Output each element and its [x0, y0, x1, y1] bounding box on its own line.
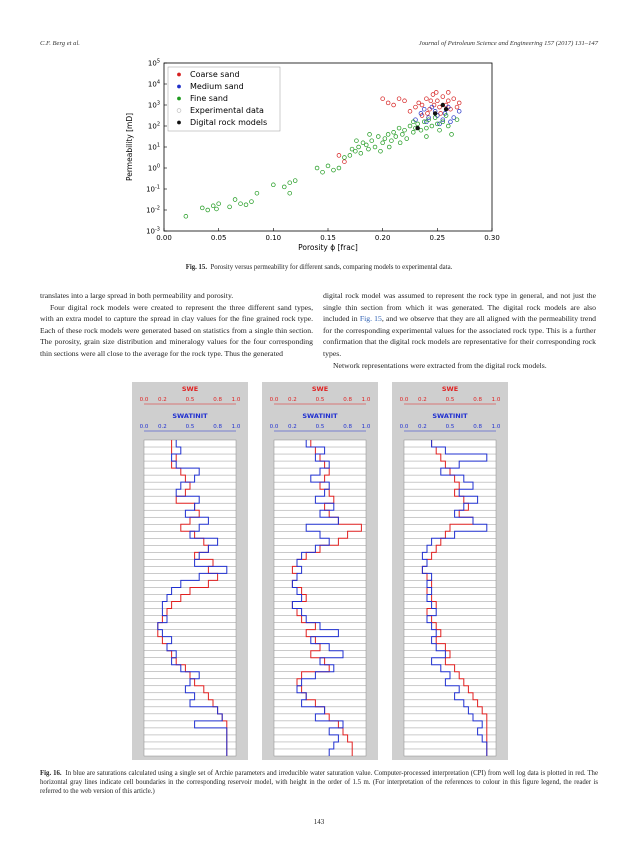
swe-tick-label: 0.8 — [213, 397, 222, 403]
data-point — [444, 107, 448, 111]
fig16-caption-text: In blue are saturations calculated using a single set of Archie parameters and irreducible water saturation value. Computer-processed interpretation (CPI) from well log data is plotted in red. The horizontal gray lines indicate cell boundaries in the corresponding reservoir model, with height in the order of 1.5 m. (For interpretation of the references to colour in this figure legend, the reader is referred to the web version of this article.) — [40, 770, 598, 795]
y-tick-label: $10^{-2}$ — [146, 205, 160, 215]
swe-tick-label: 0.5 — [315, 397, 325, 403]
running-header-journal: Journal of Petroleum Science and Engineering 157 (2017) 131–147 — [418, 40, 598, 47]
data-point — [441, 103, 445, 107]
swatinit-tick-label: 0.0 — [399, 424, 409, 430]
swatinit-tick-label: 0.2 — [288, 424, 297, 430]
text-column-right — [323, 290, 596, 371]
paragraph-models-representative — [323, 290, 596, 360]
chart-legend — [168, 67, 280, 131]
paragraph-continuation: translates into a large spread in both permeability and porosity. — [40, 291, 234, 300]
legend-entry: Coarse sand — [190, 70, 240, 79]
swatinit-tick-label: 0.8 — [213, 424, 222, 430]
swatinit-tick-label: 0.8 — [473, 424, 482, 430]
page-number: 143 — [313, 818, 325, 826]
y-tick-label: $10^3$ — [147, 100, 160, 110]
swatinit-tick-label: 0.0 — [139, 424, 149, 430]
text-column-left — [40, 290, 313, 360]
swatinit-tick-label: 0.8 — [343, 424, 352, 430]
swatinit-tick-label: 1.0 — [231, 424, 241, 430]
legend-marker — [177, 121, 181, 125]
y-axis-label: Permeability [mD] — [125, 112, 134, 182]
x-tick-label: 0.00 — [156, 234, 172, 242]
legend-entry: Medium sand — [190, 82, 244, 91]
fig15-caption — [0, 263, 638, 272]
swatinit-axis-title: SWATINIT — [432, 412, 468, 420]
swatinit-tick-label: 0.5 — [315, 424, 325, 430]
x-tick-label: 0.20 — [374, 234, 391, 242]
swatinit-tick-label: 0.0 — [269, 424, 279, 430]
legend-entry: Digital rock models — [190, 118, 268, 127]
paragraph-text-a: digital rock model was assumed to represent the rock type in general, and not just the single thin section from which it was generated. The digital rock models are also included in — [323, 291, 596, 324]
swatinit-tick-label: 0.2 — [418, 424, 427, 430]
x-tick-label: 0.25 — [429, 234, 446, 242]
fig16-caption — [40, 769, 598, 796]
x-tick-label: 0.10 — [265, 234, 282, 242]
fig15-reference-link[interactable]: Fig. 15 — [359, 314, 382, 324]
saturation-panel — [392, 382, 508, 760]
fig16-label: Fig. 16. — [40, 770, 62, 777]
running-header-authors: C.F. Berg et al. — [40, 40, 80, 47]
swe-tick-label: 1.0 — [491, 397, 501, 403]
swe-axis-title: SWE — [311, 385, 329, 393]
swatinit-axis-title: SWATINIT — [302, 412, 338, 420]
saturation-log-panels — [132, 382, 508, 762]
swe-tick-label: 0.8 — [473, 397, 482, 403]
swatinit-axis-title: SWATINIT — [172, 412, 208, 420]
paragraph-text-b: , and we observe that they are all aligned with the permeability trend for the corresponding experimental values for the associated rock type. This is a further confirmation that the digital rock models are representative for their corresponding rock types. — [323, 314, 597, 358]
swe-tick-label: 0.5 — [445, 397, 455, 403]
data-point — [415, 126, 419, 130]
swe-tick-label: 0.2 — [418, 397, 427, 403]
y-tick-label: $10^5$ — [147, 58, 160, 68]
swe-tick-label: 1.0 — [361, 397, 371, 403]
swe-tick-label: 0.5 — [185, 397, 195, 403]
fig15-caption-text: Porosity versus permeability for different sands, comparing models to experimental data. — [210, 264, 453, 271]
x-tick-label: 0.15 — [320, 234, 336, 242]
swe-tick-label: 0.0 — [399, 397, 409, 403]
x-tick-label: 0.05 — [210, 234, 227, 242]
y-tick-label: $10^0$ — [147, 163, 160, 173]
x-axis-label: Porosity ϕ [frac] — [298, 243, 358, 252]
y-tick-label: $10^{-1}$ — [146, 184, 160, 194]
swe-tick-label: 1.0 — [231, 397, 241, 403]
swatinit-tick-label: 0.2 — [158, 424, 167, 430]
swatinit-tick-label: 0.5 — [185, 424, 195, 430]
saturation-panel — [262, 382, 378, 760]
swe-tick-label: 0.0 — [139, 397, 149, 403]
swatinit-tick-label: 1.0 — [491, 424, 501, 430]
porosity-permeability-scatter-chart — [120, 55, 510, 260]
y-tick-label: $10^1$ — [147, 142, 160, 152]
legend-marker — [177, 97, 181, 101]
fig15-label: Fig. 15. — [185, 264, 208, 271]
legend-marker — [177, 85, 181, 89]
swe-axis-title: SWE — [181, 385, 199, 393]
swatinit-tick-label: 1.0 — [361, 424, 371, 430]
legend-marker — [177, 73, 181, 77]
saturation-panel — [132, 382, 248, 760]
swe-tick-label: 0.2 — [158, 397, 167, 403]
paragraph-network-extraction: Network representations were extracted from the digital rock models. — [333, 360, 547, 370]
swatinit-tick-label: 0.5 — [445, 424, 455, 430]
data-point — [433, 111, 437, 115]
legend-entry: Experimental data — [190, 106, 264, 115]
y-tick-label: $10^{-3}$ — [146, 226, 160, 236]
y-tick-label: $10^2$ — [147, 121, 160, 131]
swe-tick-label: 0.2 — [288, 397, 297, 403]
legend-entry: Fine sand — [190, 94, 228, 103]
swe-tick-label: 0.8 — [343, 397, 352, 403]
swe-tick-label: 0.0 — [269, 397, 279, 403]
y-tick-label: $10^4$ — [147, 79, 160, 89]
paragraph-digital-models: Four digital rock models were created to represent the three different sand types, with an extra model to capture the spread in clay values for the fine grained rock type. Each of these rock models were generated based on statistics from a single thin section. The porosity, grain size distribution and mineralogy values for the four corresponding thin sections were all close to the average for the rock type. Thus the generated — [40, 302, 313, 358]
swe-axis-title: SWE — [441, 385, 459, 393]
x-tick-label: 0.30 — [484, 234, 500, 242]
